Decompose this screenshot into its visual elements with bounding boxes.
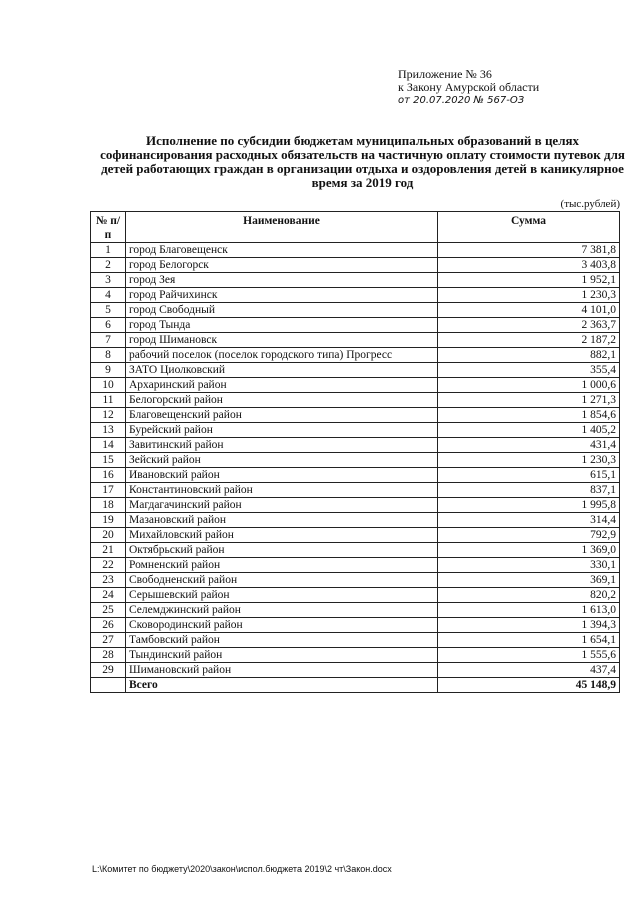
row-name: Октябрьский район — [126, 543, 438, 558]
row-name: Белогорский район — [126, 393, 438, 408]
row-number: 1 — [91, 243, 126, 258]
row-number: 22 — [91, 558, 126, 573]
row-number: 11 — [91, 393, 126, 408]
table-row — [91, 408, 620, 423]
row-sum: 1 613,0 — [438, 603, 620, 618]
appendix-header — [398, 68, 598, 107]
row-number: 28 — [91, 648, 126, 663]
row-sum: 437,4 — [438, 663, 620, 678]
row-name: Архаринский район — [126, 378, 438, 393]
row-sum: 2 187,2 — [438, 333, 620, 348]
row-name: Свободненский район — [126, 573, 438, 588]
table-row — [91, 363, 620, 378]
table-row — [91, 528, 620, 543]
row-number: 5 — [91, 303, 126, 318]
row-sum: 1 555,6 — [438, 648, 620, 663]
units-label: (тыс.рублей) — [560, 198, 620, 210]
table-row — [91, 588, 620, 603]
row-number: 7 — [91, 333, 126, 348]
table-row — [91, 288, 620, 303]
row-number: 4 — [91, 288, 126, 303]
table-row — [91, 633, 620, 648]
row-sum: 1 654,1 — [438, 633, 620, 648]
row-number: 26 — [91, 618, 126, 633]
row-name: город Тында — [126, 318, 438, 333]
table-row — [91, 498, 620, 513]
row-number: 6 — [91, 318, 126, 333]
row-number: 9 — [91, 363, 126, 378]
row-name: Селемджинский район — [126, 603, 438, 618]
row-sum: 369,1 — [438, 573, 620, 588]
row-number: 29 — [91, 663, 126, 678]
row-number: 8 — [91, 348, 126, 363]
row-sum: 1 271,3 — [438, 393, 620, 408]
row-number: 20 — [91, 528, 126, 543]
row-name: город Благовещенск — [126, 243, 438, 258]
row-name: Шимановский район — [126, 663, 438, 678]
row-sum: 1 854,6 — [438, 408, 620, 423]
row-sum: 792,9 — [438, 528, 620, 543]
row-sum: 615,1 — [438, 468, 620, 483]
row-name: Серышевский район — [126, 588, 438, 603]
row-name: Мазановский район — [126, 513, 438, 528]
row-number: 3 — [91, 273, 126, 288]
table-row — [91, 663, 620, 678]
table-row — [91, 603, 620, 618]
row-name: рабочий поселок (поселок городского типа) Прогресс — [126, 348, 438, 363]
law-reference: к Закону Амурской области — [398, 80, 540, 94]
row-name: Тамбовский район — [126, 633, 438, 648]
row-number: 19 — [91, 513, 126, 528]
law-date-number: от 20.07.2020 № 567-ОЗ — [398, 95, 525, 106]
row-number: 13 — [91, 423, 126, 438]
row-sum: 3 403,8 — [438, 258, 620, 273]
document-title: Исполнение по субсидии бюджетам муниципальных образований в целях софинансирования расходных обязательств на частичную оплату стоимости путевок для детей работающих граждан в организации отдыха и оздоровления детей в каникулярное время за 2019 год — [100, 133, 625, 190]
table-row — [91, 453, 620, 468]
table-header-row — [91, 212, 620, 243]
row-number: 21 — [91, 543, 126, 558]
row-sum: 837,1 — [438, 483, 620, 498]
row-name: Сковородинский район — [126, 618, 438, 633]
appendix-number: Приложение № 36 — [398, 67, 492, 81]
row-number: 14 — [91, 438, 126, 453]
table-row — [91, 648, 620, 663]
row-name: Завитинский район — [126, 438, 438, 453]
row-sum: 1 000,6 — [438, 378, 620, 393]
row-sum: 882,1 — [438, 348, 620, 363]
row-name: Константиновский район — [126, 483, 438, 498]
row-number: 16 — [91, 468, 126, 483]
row-number: 24 — [91, 588, 126, 603]
row-sum: 1 230,3 — [438, 288, 620, 303]
table-row — [91, 558, 620, 573]
table-row — [91, 423, 620, 438]
table-row — [91, 468, 620, 483]
table-row — [91, 273, 620, 288]
row-name: город Свободный — [126, 303, 438, 318]
row-sum: 4 101,0 — [438, 303, 620, 318]
row-name: Ромненский район — [126, 558, 438, 573]
row-sum: 1 230,3 — [438, 453, 620, 468]
row-sum: 820,2 — [438, 588, 620, 603]
row-name: город Шимановск — [126, 333, 438, 348]
row-name: Благовещенский район — [126, 408, 438, 423]
row-number: 27 — [91, 633, 126, 648]
row-sum: 1 394,3 — [438, 618, 620, 633]
footer-file-path: L:\Комитет по бюджету\2020\закон\испол.бюджета 2019\2 чт\Закон.docx — [92, 864, 392, 874]
table-row — [91, 258, 620, 273]
table-row — [91, 318, 620, 333]
row-number: 17 — [91, 483, 126, 498]
row-sum: 1 995,8 — [438, 498, 620, 513]
column-header-sum: Сумма — [438, 212, 620, 243]
row-name: город Зея — [126, 273, 438, 288]
row-name: ЗАТО Циолковский — [126, 363, 438, 378]
table-row — [91, 333, 620, 348]
table-row — [91, 393, 620, 408]
row-name: город Райчихинск — [126, 288, 438, 303]
row-name: Ивановский район — [126, 468, 438, 483]
row-number: 15 — [91, 453, 126, 468]
row-sum: 431,4 — [438, 438, 620, 453]
row-number: 10 — [91, 378, 126, 393]
table-row — [91, 348, 620, 363]
row-name: Бурейский район — [126, 423, 438, 438]
table-row — [91, 513, 620, 528]
row-name: Магдагачинский район — [126, 498, 438, 513]
row-number: 25 — [91, 603, 126, 618]
row-name: Михайловский район — [126, 528, 438, 543]
total-number-cell — [91, 678, 126, 693]
row-sum: 1 405,2 — [438, 423, 620, 438]
column-header-name: Наименование — [126, 212, 438, 243]
table-row — [91, 438, 620, 453]
table-row — [91, 303, 620, 318]
row-name: Зейский район — [126, 453, 438, 468]
row-name: город Белогорск — [126, 258, 438, 273]
column-header-number: № п/п — [91, 212, 126, 243]
row-number: 12 — [91, 408, 126, 423]
total-sum: 45 148,9 — [438, 678, 620, 693]
row-number: 18 — [91, 498, 126, 513]
table-row — [91, 243, 620, 258]
row-number: 2 — [91, 258, 126, 273]
row-sum: 355,4 — [438, 363, 620, 378]
table-row — [91, 573, 620, 588]
row-number: 23 — [91, 573, 126, 588]
row-sum: 2 363,7 — [438, 318, 620, 333]
table-row — [91, 618, 620, 633]
row-sum: 330,1 — [438, 558, 620, 573]
table-row — [91, 378, 620, 393]
row-sum: 314,4 — [438, 513, 620, 528]
row-sum: 7 381,8 — [438, 243, 620, 258]
total-label: Всего — [126, 678, 438, 693]
row-sum: 1 369,0 — [438, 543, 620, 558]
row-sum: 1 952,1 — [438, 273, 620, 288]
total-row — [91, 678, 620, 693]
row-name: Тындинский район — [126, 648, 438, 663]
table-row — [91, 543, 620, 558]
table-row — [91, 483, 620, 498]
subsidy-table — [90, 211, 620, 693]
table-body — [91, 243, 620, 693]
